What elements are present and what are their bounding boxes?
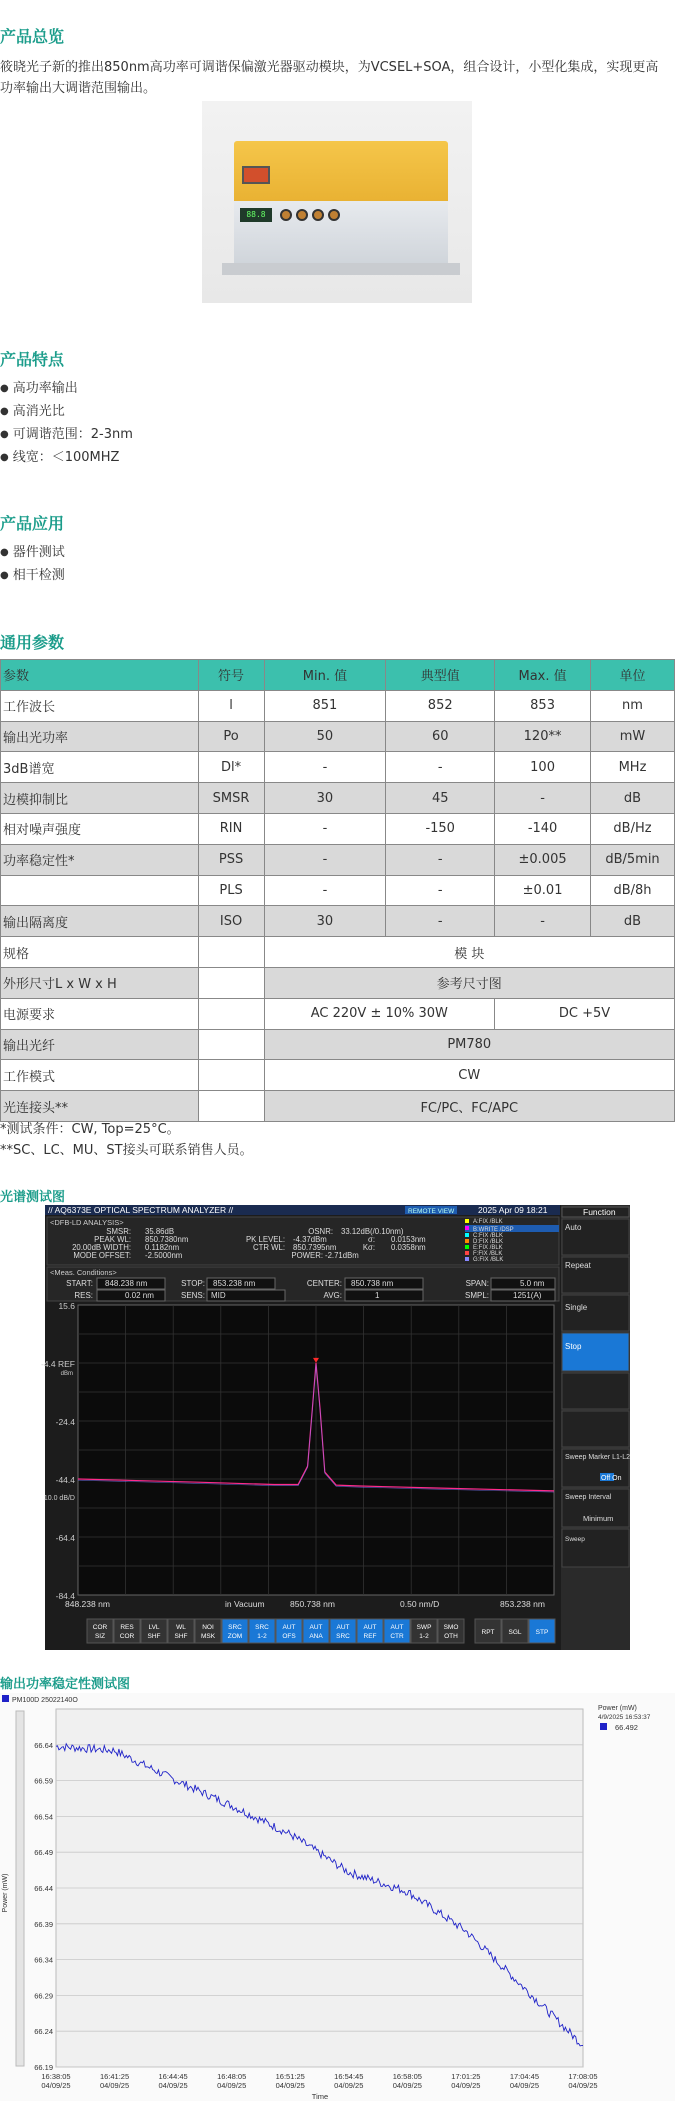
svg-text:COR: COR bbox=[119, 1633, 135, 1640]
power-x-tick-date: 04/09/25 bbox=[568, 2081, 598, 2090]
span-label: SPAN: bbox=[465, 1279, 489, 1288]
cell: CW bbox=[264, 1060, 674, 1091]
table-row bbox=[1, 721, 675, 752]
params-title: 通用参数 bbox=[0, 633, 65, 652]
y-tick: -44.4 bbox=[55, 1475, 75, 1485]
lcd-display: 88.8 bbox=[240, 208, 272, 222]
svg-text:SRC: SRC bbox=[336, 1633, 350, 1640]
applications-list bbox=[0, 542, 675, 588]
power-x-tick-date: 04/09/25 bbox=[392, 2081, 422, 2090]
trace-item: F:FIX /BLK bbox=[473, 1251, 503, 1257]
an-value: 0.0358nm bbox=[391, 1243, 426, 1252]
table-row bbox=[1, 752, 675, 783]
power-y-tick: 66.64 bbox=[34, 1740, 53, 1750]
svg-text:AUT: AUT bbox=[282, 1624, 296, 1631]
power-y-tick: 66.44 bbox=[34, 1884, 53, 1893]
y-tick: -84.4 bbox=[55, 1591, 75, 1601]
sweep-marker-toggle: Off On bbox=[601, 1475, 622, 1482]
sens-label: SENS: bbox=[180, 1291, 205, 1300]
svg-text:ZOM: ZOM bbox=[227, 1633, 243, 1640]
power-y-tick: 66.24 bbox=[34, 2027, 53, 2037]
cell: ±0.01 bbox=[495, 875, 591, 906]
osa-bottom-button[interactable] bbox=[303, 1619, 329, 1643]
cell: dB/Hz bbox=[591, 813, 675, 844]
function-title: Function bbox=[583, 1207, 616, 1217]
single-button[interactable] bbox=[562, 1295, 629, 1331]
single-label: Single bbox=[565, 1303, 588, 1312]
power-x-tick-date: 04/09/25 bbox=[217, 2081, 247, 2090]
osa-bottom-button[interactable] bbox=[438, 1619, 464, 1643]
osa-bottom-button[interactable] bbox=[114, 1619, 140, 1643]
power-title: 输出功率稳定性测试图 bbox=[0, 1677, 131, 1692]
features-title: 产品特点 bbox=[0, 350, 65, 369]
applications-title: 产品应用 bbox=[0, 514, 65, 533]
cell bbox=[1, 875, 199, 906]
cell: l bbox=[198, 690, 264, 721]
osa-bottom-button[interactable] bbox=[195, 1619, 221, 1643]
header-cell: 典型值 bbox=[386, 660, 495, 691]
svg-text:SRC: SRC bbox=[228, 1624, 242, 1631]
an-value: 35.86dB bbox=[145, 1227, 175, 1236]
y-tick: -24.4 bbox=[55, 1417, 75, 1427]
an-value: 0.1182nm bbox=[145, 1243, 180, 1252]
an-value: 850.7380nm bbox=[145, 1235, 189, 1244]
power-xlabel: Time bbox=[311, 2092, 329, 2101]
power-x-tick-date: 04/09/25 bbox=[41, 2081, 71, 2090]
cell: 相对噪声强度 bbox=[1, 813, 199, 844]
svg-text:CTR: CTR bbox=[390, 1633, 404, 1640]
osa-bottom-button[interactable] bbox=[222, 1619, 248, 1643]
cell: 输出光功率 bbox=[1, 721, 199, 752]
sweep-interval-value: Minimum bbox=[583, 1514, 614, 1523]
avg-label: AVG: bbox=[323, 1291, 342, 1300]
power-x-tick-date: 04/09/25 bbox=[334, 2081, 364, 2090]
cell: MHz bbox=[591, 752, 675, 783]
power-y-tick: 66.54 bbox=[34, 1812, 53, 1822]
cell bbox=[198, 998, 264, 1029]
an-label: CTR WL: bbox=[252, 1243, 285, 1252]
cell: dB bbox=[591, 906, 675, 937]
feature-item: ● 可调谐范围：2-3nm bbox=[0, 424, 675, 447]
cell: - bbox=[264, 752, 386, 783]
an-value: -4.37dBm bbox=[293, 1235, 327, 1244]
an-label: σ: bbox=[368, 1235, 375, 1244]
y-unit: dBm bbox=[60, 1371, 73, 1377]
svg-text:LVL: LVL bbox=[148, 1624, 160, 1631]
cell: -150 bbox=[386, 813, 495, 844]
y-tick: -4.4 REF bbox=[40, 1359, 75, 1369]
cell bbox=[198, 1091, 264, 1122]
svg-text:SGL: SGL bbox=[508, 1629, 522, 1636]
cell: 60 bbox=[386, 721, 495, 752]
power-x-tick: 16:51:25 bbox=[275, 2072, 305, 2081]
svg-text:NOI: NOI bbox=[202, 1624, 214, 1631]
legend-tag: PM100D 25022140O bbox=[12, 1697, 78, 1704]
osa-bottom-button[interactable] bbox=[411, 1619, 437, 1643]
power-chart bbox=[0, 1693, 675, 2101]
feature-item: ● 高消光比 bbox=[0, 401, 675, 424]
spectrum-title: 光谱测试图 bbox=[0, 1190, 66, 1205]
an-label: Kσ: bbox=[362, 1243, 375, 1252]
cell: AC 220V ± 10% 30W bbox=[264, 998, 495, 1029]
sweep-button[interactable] bbox=[562, 1529, 629, 1567]
power-section bbox=[0, 1673, 675, 1692]
an-value: -2.71dBm bbox=[325, 1251, 359, 1260]
an-label: MODE OFFSET: bbox=[73, 1251, 131, 1260]
power-x-tick: 17:04:45 bbox=[509, 2072, 540, 2081]
table-row bbox=[1, 1029, 675, 1060]
sweep-marker-label: Sweep Marker L1-L2 bbox=[565, 1454, 630, 1461]
table-row bbox=[1, 906, 675, 937]
osa-bottom-button[interactable] bbox=[475, 1619, 501, 1643]
power-x-tick-date: 04/09/25 bbox=[509, 2081, 540, 2090]
cell: 规格 bbox=[1, 937, 199, 968]
cell: FC/PC、FC/APC bbox=[264, 1091, 674, 1122]
cell: PM780 bbox=[264, 1029, 674, 1060]
stop-label: STOP: bbox=[181, 1279, 205, 1288]
an-value: 33.12dB(/0.10nm) bbox=[341, 1227, 404, 1236]
cell: 边模抑制比 bbox=[1, 783, 199, 814]
power-x-tick: 16:44:45 bbox=[158, 2072, 188, 2081]
osa-header-title: // AQ6373E OPTICAL SPECTRUM ANALYZER // bbox=[48, 1205, 234, 1215]
applications-section bbox=[0, 511, 675, 588]
cell: - bbox=[495, 906, 591, 937]
cell bbox=[198, 937, 264, 968]
an-label: PEAK WL: bbox=[94, 1235, 131, 1244]
power-y-tick: 66.29 bbox=[34, 1991, 53, 2001]
cell bbox=[198, 1029, 264, 1060]
auto-label: Auto bbox=[565, 1223, 582, 1232]
cell: 工作模式 bbox=[1, 1060, 199, 1091]
note: **SC、LC、MU、ST接头可联系销售人员。 bbox=[0, 1143, 253, 1158]
svg-text:SHF: SHF bbox=[174, 1633, 188, 1640]
application-item: ● 相干检测 bbox=[0, 565, 675, 588]
trace-item: A:FIX /BLK bbox=[473, 1219, 503, 1225]
center-label: CENTER: bbox=[306, 1279, 342, 1288]
cell: 100 bbox=[495, 752, 591, 783]
params-section bbox=[0, 630, 675, 653]
svg-text:SWP: SWP bbox=[416, 1624, 432, 1631]
avg-value: 1 bbox=[375, 1291, 380, 1300]
start-label: START: bbox=[66, 1279, 93, 1288]
power-y-tick: 66.49 bbox=[34, 1848, 53, 1858]
side-value: 66.492 bbox=[615, 1723, 638, 1732]
sens-value: MID bbox=[211, 1291, 226, 1300]
header-cell: Min. 值 bbox=[264, 660, 386, 691]
svg-text:AUT: AUT bbox=[309, 1624, 323, 1631]
table-row bbox=[1, 783, 675, 814]
table-row bbox=[1, 690, 675, 721]
power-x-tick: 17:08:05 bbox=[568, 2072, 598, 2081]
an-value: 850.7395nm bbox=[293, 1243, 337, 1252]
y-tick: -64.4 bbox=[55, 1533, 75, 1543]
res-value: 0.02 nm bbox=[125, 1291, 154, 1300]
power-y-tick: 66.59 bbox=[34, 1776, 53, 1786]
repeat-label: Repeat bbox=[565, 1261, 591, 1270]
cell: DC +5V bbox=[495, 998, 675, 1029]
svg-text:COR: COR bbox=[92, 1624, 108, 1631]
svg-text:MSK: MSK bbox=[200, 1633, 216, 1640]
power-x-tick: 16:58:05 bbox=[392, 2072, 422, 2081]
x-vacuum: in Vacuum bbox=[225, 1599, 265, 1609]
y-div: 10.0 dB/D bbox=[43, 1495, 75, 1502]
cell: 模 块 bbox=[264, 937, 674, 968]
svg-text:1-2: 1-2 bbox=[419, 1633, 429, 1640]
feature-item: ● 线宽：＜100MHZ bbox=[0, 447, 675, 470]
cell bbox=[198, 1060, 264, 1091]
cell: - bbox=[386, 752, 495, 783]
res-label: RES: bbox=[74, 1291, 93, 1300]
header-cell: 单位 bbox=[591, 660, 675, 691]
trace-item: C:FIX /BLK bbox=[473, 1233, 504, 1239]
power-ylabel: Power (mW) bbox=[2, 1873, 9, 1913]
x-right: 853.238 nm bbox=[500, 1599, 545, 1609]
osa-screen bbox=[40, 1205, 630, 1650]
cond-label: <Meas. Conditions> bbox=[50, 1268, 117, 1277]
cell: - bbox=[386, 906, 495, 937]
table-row bbox=[1, 1060, 675, 1091]
cell: RIN bbox=[198, 813, 264, 844]
param-notes bbox=[0, 1119, 675, 1161]
svg-text:SMO: SMO bbox=[443, 1624, 459, 1631]
cell: - bbox=[495, 783, 591, 814]
power-x-tick-date: 04/09/25 bbox=[158, 2081, 188, 2090]
cell: 45 bbox=[386, 783, 495, 814]
overview-section bbox=[0, 24, 675, 99]
cell: - bbox=[386, 844, 495, 875]
table-row bbox=[1, 967, 675, 998]
trace-item: G:FIX /BLK bbox=[473, 1257, 504, 1263]
an-label: 20.00dB WIDTH: bbox=[72, 1243, 131, 1252]
stop-label: Stop bbox=[565, 1342, 582, 1351]
osa-bottom-button[interactable] bbox=[168, 1619, 194, 1643]
cell: PLS bbox=[198, 875, 264, 906]
product-photo bbox=[202, 101, 472, 303]
sweep-interval-label: Sweep Interval bbox=[565, 1494, 612, 1501]
header-cell: Max. 值 bbox=[495, 660, 591, 691]
power-x-tick: 16:38:05 bbox=[41, 2072, 71, 2081]
an-value: 0.0153nm bbox=[391, 1235, 426, 1244]
svg-text:AUT: AUT bbox=[363, 1624, 377, 1631]
cell: dB bbox=[591, 783, 675, 814]
stop-value: 853.238 nm bbox=[213, 1279, 256, 1288]
an-value: -2.5000nm bbox=[145, 1251, 183, 1260]
cell: 120** bbox=[495, 721, 591, 752]
an-label: SMSR: bbox=[106, 1227, 131, 1236]
power-x-tick-date: 04/09/25 bbox=[275, 2081, 305, 2090]
power-y-tick: 66.34 bbox=[34, 1955, 53, 1965]
cell: ±0.005 bbox=[495, 844, 591, 875]
trace-item: B:WRITE /DSP bbox=[473, 1227, 514, 1233]
table-row bbox=[1, 937, 675, 968]
an-label: POWER: bbox=[291, 1251, 323, 1260]
side-date: 4/9/2025 16:53:37 bbox=[598, 1714, 651, 1721]
table-row bbox=[1, 875, 675, 906]
cell: 50 bbox=[264, 721, 386, 752]
cell: 输出光纤 bbox=[1, 1029, 199, 1060]
cell: 输出隔离度 bbox=[1, 906, 199, 937]
table-row bbox=[1, 998, 675, 1029]
trace-item: D:FIX /BLK bbox=[473, 1239, 504, 1245]
cell: 30 bbox=[264, 783, 386, 814]
svg-text:AUT: AUT bbox=[390, 1624, 404, 1631]
svg-text:RES: RES bbox=[120, 1624, 134, 1631]
cell: 工作波长 bbox=[1, 690, 199, 721]
table-row bbox=[1, 1091, 675, 1122]
table-header-row bbox=[1, 660, 675, 691]
osa-bottom-button[interactable] bbox=[330, 1619, 356, 1643]
cell: -140 bbox=[495, 813, 591, 844]
power-svg bbox=[0, 1693, 675, 2101]
svg-text:WL: WL bbox=[176, 1624, 186, 1631]
osa-bottom-button[interactable] bbox=[87, 1619, 113, 1643]
application-item: ● 器件测试 bbox=[0, 542, 675, 565]
cell: 外形尺寸L x W x H bbox=[1, 967, 199, 998]
features-list bbox=[0, 378, 675, 470]
overview-text: 筱晓光子新的推出850nm高功率可调谐保偏激光器驱动模块，为VCSEL+SOA，组合设计，小型化集成，实现更高功率输出大调谐范围输出。 bbox=[0, 60, 659, 96]
an-label: OSNR: bbox=[308, 1227, 333, 1236]
svg-text:REF: REF bbox=[363, 1633, 377, 1640]
cell: - bbox=[264, 813, 386, 844]
cell: - bbox=[264, 844, 386, 875]
svg-text:1-2: 1-2 bbox=[257, 1633, 267, 1640]
power-x-tick: 16:41:25 bbox=[99, 2072, 130, 2081]
an-label: PK LEVEL: bbox=[245, 1235, 285, 1244]
smpl-value: 1251(A) bbox=[513, 1291, 542, 1300]
power-x-tick: 17:01:25 bbox=[451, 2072, 481, 2081]
table-row bbox=[1, 813, 675, 844]
cell: 852 bbox=[386, 690, 495, 721]
x-perdiv: 0.50 nm/D bbox=[400, 1599, 440, 1609]
cell: 853 bbox=[495, 690, 591, 721]
osa-bottom-button[interactable] bbox=[384, 1619, 410, 1643]
center-value: 850.738 nm bbox=[351, 1279, 394, 1288]
svg-text:SHF: SHF bbox=[147, 1633, 161, 1640]
cell: ISO bbox=[198, 906, 264, 937]
feature-item: ● 高功率输出 bbox=[0, 378, 675, 401]
svg-text:OFS: OFS bbox=[282, 1633, 296, 1640]
red-window bbox=[242, 166, 270, 184]
power-x-tick: 16:48:05 bbox=[217, 2072, 247, 2081]
features-section bbox=[0, 347, 675, 470]
cell: 光连接头** bbox=[1, 1091, 199, 1122]
x-center: 850.738 nm bbox=[290, 1599, 335, 1609]
osa-remote: REMOTE VIEW bbox=[408, 1208, 455, 1215]
span-value: 5.0 nm bbox=[520, 1279, 545, 1288]
power-x-tick-date: 04/09/25 bbox=[451, 2081, 481, 2090]
cell bbox=[198, 967, 264, 998]
overview-title: 产品总览 bbox=[0, 27, 65, 46]
osa-bottom-button[interactable] bbox=[357, 1619, 383, 1643]
svg-text:OTH: OTH bbox=[444, 1633, 458, 1640]
osa-bottom-button[interactable] bbox=[529, 1619, 555, 1643]
y-tick: 15.6 bbox=[58, 1301, 75, 1311]
osa-datetime: 2025 Apr 09 18:21 bbox=[478, 1205, 548, 1215]
trace-item: E:FIX /BLK bbox=[473, 1245, 503, 1251]
cell: mW bbox=[591, 721, 675, 752]
cell: Dl* bbox=[198, 752, 264, 783]
cell: 电源要求 bbox=[1, 998, 199, 1029]
svg-text:AUT: AUT bbox=[336, 1624, 350, 1631]
cell: Po bbox=[198, 721, 264, 752]
spectrum-section bbox=[0, 1186, 675, 1205]
stop-button[interactable] bbox=[562, 1333, 629, 1371]
cell: - bbox=[264, 875, 386, 906]
sweep-label: Sweep bbox=[565, 1536, 585, 1543]
svg-text:STP: STP bbox=[535, 1629, 549, 1636]
cell: 30 bbox=[264, 906, 386, 937]
cell: 3dB谱宽 bbox=[1, 752, 199, 783]
osa-bottom-button[interactable] bbox=[502, 1619, 528, 1643]
cell: - bbox=[386, 875, 495, 906]
smpl-label: SMPL: bbox=[464, 1291, 489, 1300]
note: *测试条件：CW, Top=25°C。 bbox=[0, 1122, 180, 1137]
cell: nm bbox=[591, 690, 675, 721]
svg-text:SRC: SRC bbox=[255, 1624, 269, 1631]
analysis-label: <DFB-LD ANALYSIS> bbox=[50, 1218, 124, 1227]
osa-bottom-button[interactable] bbox=[249, 1619, 275, 1643]
start-value: 848.238 nm bbox=[105, 1279, 148, 1288]
table-row bbox=[1, 844, 675, 875]
cell: 参考尺寸图 bbox=[264, 967, 674, 998]
header-cell: 符号 bbox=[198, 660, 264, 691]
power-x-tick: 16:54:45 bbox=[334, 2072, 364, 2081]
side-title: Power (mW) bbox=[598, 1705, 637, 1712]
cell: 851 bbox=[264, 690, 386, 721]
cell: dB/8h bbox=[591, 875, 675, 906]
power-y-tick: 66.39 bbox=[34, 1919, 53, 1929]
cell: dB/5min bbox=[591, 844, 675, 875]
svg-text:RPT: RPT bbox=[481, 1629, 495, 1636]
svg-text:ANA: ANA bbox=[309, 1633, 323, 1640]
cell: SMSR bbox=[198, 783, 264, 814]
osa-bottom-button[interactable] bbox=[276, 1619, 302, 1643]
osa-bottom-button[interactable] bbox=[141, 1619, 167, 1643]
header-cell: 参数 bbox=[1, 660, 199, 691]
power-y-tick: 66.19 bbox=[34, 2063, 53, 2072]
params-table bbox=[0, 659, 675, 1122]
svg-text:SIZ: SIZ bbox=[94, 1633, 106, 1640]
osa-svg bbox=[40, 1205, 630, 1650]
cell: 功率稳定性* bbox=[1, 844, 199, 875]
x-left: 848.238 nm bbox=[65, 1599, 110, 1609]
side-swatch bbox=[600, 1723, 607, 1730]
cell: PSS bbox=[198, 844, 264, 875]
power-x-tick-date: 04/09/25 bbox=[99, 2081, 130, 2090]
